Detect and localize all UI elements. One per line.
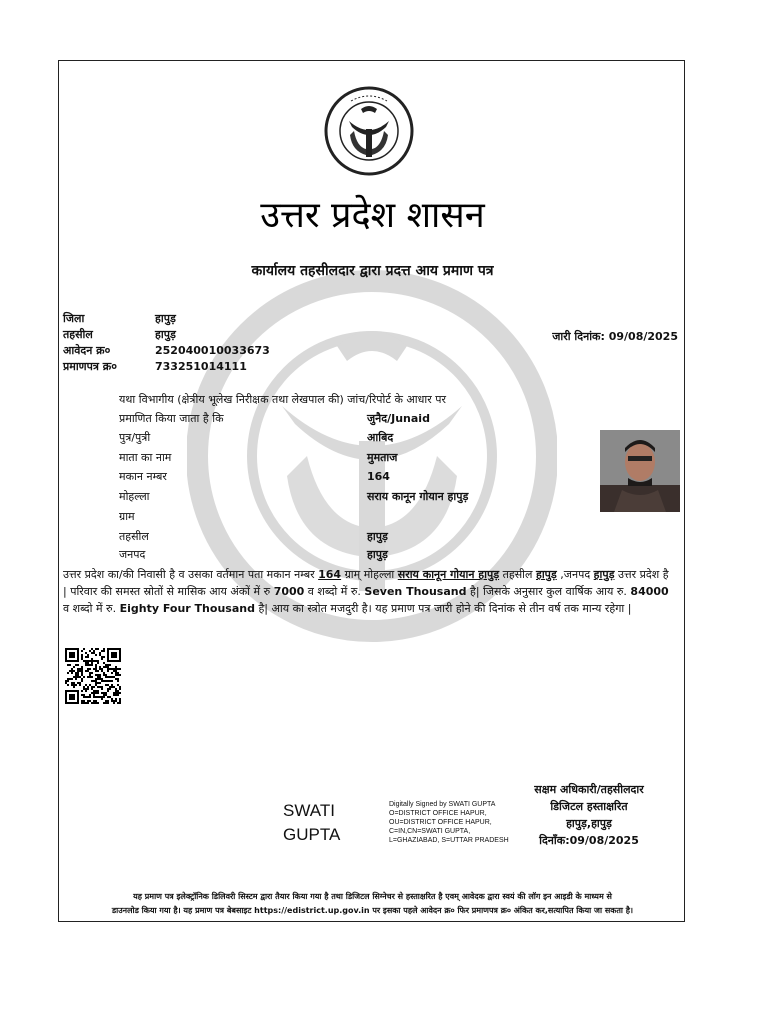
officer-date: दिनाँक:09/08/2025: [539, 834, 639, 847]
paragraph-text: व शब्दो में रु.: [63, 602, 120, 615]
digital-signature-info: Digitally Signed by SWATI GUPTA O=DISTRICT OFFICE HAPUR, OU=DISTRICT OFFICE HAPUR, C=IN,CN=SWATI GUPTA, L=GHAZIABAD, S=UTTAR PRADESH: [389, 801, 509, 844]
application-no-label: आवेदन क्र०: [63, 344, 111, 357]
paragraph-text: उत्तर प्रदेश का/की निवासी है व उसका वर्तमान पता मकान नम्बर: [63, 568, 319, 581]
paragraph-text: ग्राम् मोहल्ला: [341, 568, 398, 581]
paragraph-text: व शब्दो में रु.: [304, 585, 365, 598]
applicant-name: जुनैद/Junaid: [367, 412, 430, 425]
paragraph-text: है| आय का स्त्रोत मजदुरी है। यह प्रमाण पत्र जारी होने की दिनांक से तीन वर्ष तक मान्य रहेगा |: [254, 602, 632, 615]
paragraph-tehsil: हापुड़: [535, 568, 557, 581]
detail-label: प्रमाणित किया जाता है कि: [119, 412, 224, 425]
signer-name-line1: SWATI: [283, 801, 335, 820]
paragraph-text: ,जनपद: [556, 568, 594, 581]
certificate-no-label: प्रमाणपत्र क्र०: [63, 360, 117, 373]
district-value: हापुड़: [155, 312, 176, 325]
paragraph-text: तहसील: [499, 568, 536, 581]
footer-note: [65, 890, 680, 918]
paragraph-house: 164: [318, 568, 342, 581]
detail-label: मकान नम्बर: [119, 470, 167, 483]
detail-label: मोहल्ला: [119, 490, 150, 503]
tehsil-detail-value: हापुड़: [367, 530, 388, 543]
officer-location: हापुड़,हापुड़: [566, 817, 612, 830]
issue-date: जारी दिनांक: 09/08/2025: [552, 330, 678, 343]
tehsil-value: हापुड़: [155, 328, 176, 341]
officer-title: सक्षम अधिकारी/तहसीलदार: [534, 783, 644, 796]
tehsil-label: तहसील: [63, 328, 93, 341]
intro-line: यथा विभागीय (क्षेत्रीय भूलेख निरीक्षक तथा लेखपाल की) जांच/रिपोर्ट के आधार पर: [119, 393, 446, 406]
paragraph-text: है| जिसके अनुसार कुल वार्षिक आय रु.: [466, 585, 631, 598]
detail-label: पुत्र/पुत्री: [119, 431, 151, 444]
officer-digital-signed: डिजिटल हस्ताक्षरित: [550, 800, 628, 813]
applicant-photo: [600, 430, 680, 512]
state-emblem-logo: [321, 85, 417, 177]
mohalla-value: सराय कानून गोयान हापुड़: [367, 490, 469, 503]
paragraph-text: उत्तर प्रदेश है | परिवार की समस्त स्रोतों से मासिक आय अंकों में रु: [63, 568, 669, 598]
paragraph-mohalla: सराय कानून गोयान हापुड़: [397, 568, 500, 581]
signer-name-line2: GUPTA: [283, 825, 341, 844]
application-no-value: 252040010033673: [155, 344, 270, 357]
district-detail-value: हापुड़: [367, 548, 388, 561]
certificate-body-paragraph: [63, 566, 675, 617]
footer-line1: यह प्रमाण पत्र इलेक्ट्रॉनिक डिलिवरी सिस्टम द्वारा तैयार किया गया है तथा डिजिटल सिग्नेचर से हस्ताक्षरित है एवम् आवेदक द्वारा स्वयं की लॉग इन आइडी के माध्यम से: [133, 892, 612, 901]
monthly-income-words: Seven Thousand: [364, 585, 467, 598]
page-title: उत्तर प्रदेश शासन: [260, 195, 485, 236]
paragraph-district: हापुड़: [593, 568, 615, 581]
certificate-page: [58, 60, 685, 922]
detail-label: जनपद: [119, 548, 146, 561]
monthly-income-number: 7000: [273, 585, 305, 598]
signer-name: [283, 799, 340, 847]
father-name: आबिद: [367, 431, 394, 444]
certificate-no-value: 733251014111: [155, 360, 247, 373]
detail-label: तहसील: [119, 530, 149, 543]
footer-line2: डाउनलोड किया गया है। यह प्रमाण पत्र बेबसाइट https://edistrict.up.gov.in पर इसका पहले आवेदन क्र० फिर प्रमाणपत्र क्र० अंकित कर,सत्यापित किया जा सकता है।: [111, 906, 634, 915]
detail-label: ग्राम: [119, 510, 135, 523]
annual-income-words: Eighty Four Thousand: [119, 602, 255, 615]
detail-label: माता का नाम: [119, 451, 172, 464]
house-number: 164: [367, 470, 390, 483]
certificate-subtitle: कार्यालय तहसीलदार द्वारा प्रदत्त आय प्रमाण पत्र: [251, 263, 494, 279]
officer-block: [499, 781, 679, 849]
qr-code: [65, 648, 121, 704]
district-label: जिला: [63, 312, 85, 325]
annual-income-number: 84000: [630, 585, 669, 598]
mother-name: मुमताज: [367, 451, 398, 464]
